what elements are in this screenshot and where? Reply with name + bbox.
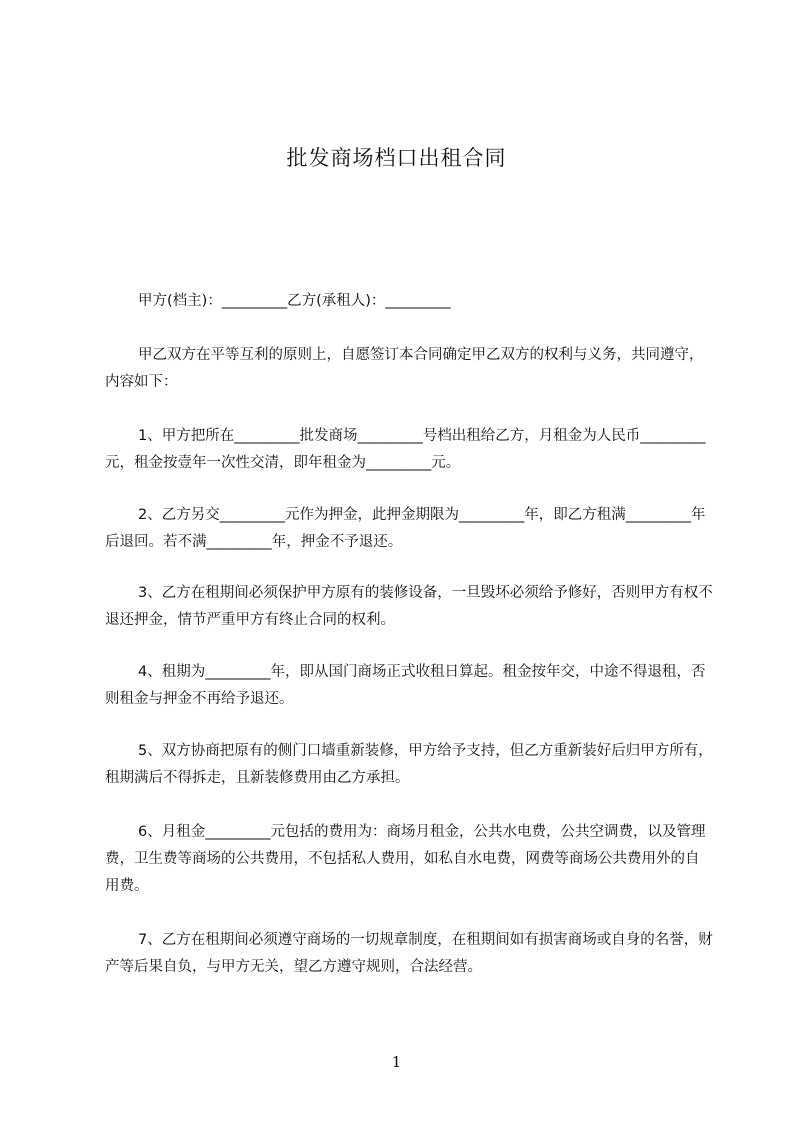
document-title: 批发商场档口出租合同 — [286, 146, 507, 170]
intro-paragraph: 甲乙双方在平等互利的原则上，自愿签订本合同确定甲乙双方的权利与义务，共同遵守，内容如下： — [105, 347, 704, 390]
clause-1: 1、甲方把所在_________批发商场_________号档出租给乙方，月租金为人民币_________元，租金按壹年一次性交清，即年租金为_________元。 — [105, 428, 706, 471]
parties-line: 甲方(档主)：_________乙方(承租人)：_________ — [138, 293, 451, 309]
clause-3: 3、乙方在租期间必须保护甲方原有的装修设备，一旦毁坏必须给予修好，否则甲方有权不退还押金，情节严重甲方有终止合同的权利。 — [105, 585, 713, 628]
clause-5: 5、双方协商把原有的侧门口墙重新装修，甲方给予支持，但乙方重新装好后归甲方所有，租期满后不得拆走，且新装修费用由乙方承担。 — [105, 743, 713, 786]
clause-4: 4、租期为_________年，即从国门商场正式收租日算起。租金按年交，中途不得退租，否则租金与押金不再给予退还。 — [105, 664, 706, 707]
clause-2: 2、乙方另交_________元作为押金，此押金期限为_________年，即乙方租满_________年后退回。若不满_________年，押金不予退还。 — [105, 507, 706, 550]
page-number: 1 — [391, 1053, 402, 1071]
clause-6: 6、月租金_________元包括的费用为：商场月租金，公共水电费，公共空调费，以及管理费，卫生费等商场的公共费用，不包括私人费用，如私自水电费，网费等商场公共费用外的自用费。 — [105, 824, 706, 894]
clause-7: 7、乙方在租期间必须遵守商场的一切规章制度，在租期间如有损害商场或自身的名誉，财产等后果自负，与甲方无关，望乙方遵守规则，合法经营。 — [105, 932, 713, 975]
